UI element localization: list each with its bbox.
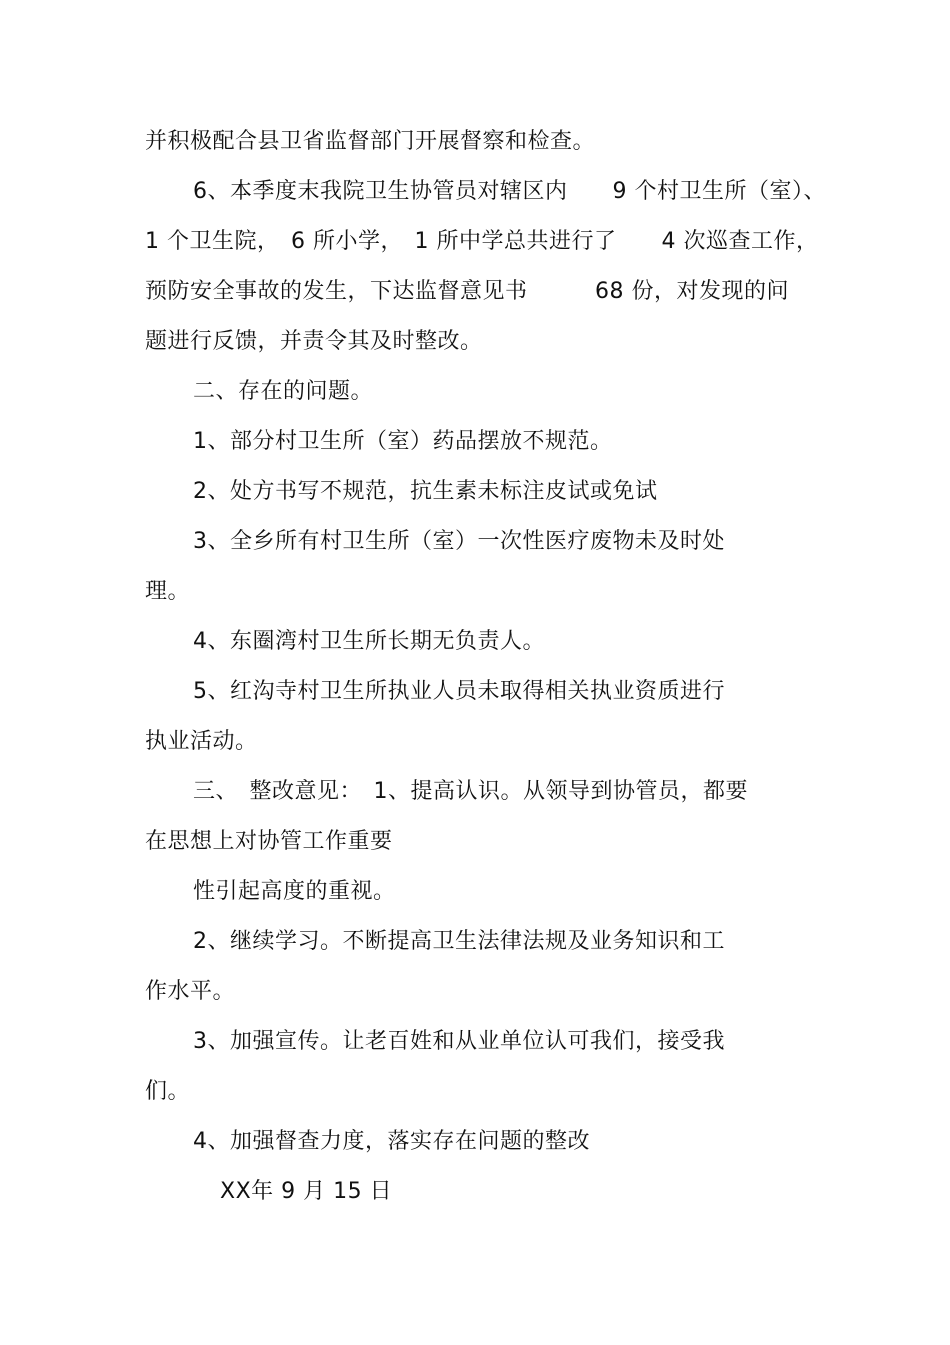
paragraph-line: 在思想上对协管工作重要 xyxy=(145,829,393,854)
paragraph-line: 理。 xyxy=(145,579,191,604)
paragraph-line: 1 个卫生院， 6 所小学， 1 所中学总共进行了 4 次巡查工作， xyxy=(145,229,819,254)
list-item: 4、东圈湾村卫生所长期无负责人。 xyxy=(193,629,545,654)
document-date: XX年 9 月 15 日 xyxy=(220,1179,393,1204)
paragraph-line: 6、本季度末我院卫生协管员对辖区内 9 个村卫生所（室）、 xyxy=(193,179,826,204)
paragraph-line: 预防安全事故的发生，下达监督意见书 68 份，对发现的问 xyxy=(145,279,789,304)
paragraph-line: 性引起高度的重视。 xyxy=(193,879,396,904)
section-heading: 二、存在的问题。 xyxy=(193,379,374,404)
list-item: 2、继续学习。不断提高卫生法律法规及业务知识和工 xyxy=(193,929,725,954)
list-item: 3、加强宣传。让老百姓和从业单位认可我们，接受我 xyxy=(193,1029,725,1054)
paragraph-line: 们。 xyxy=(145,1079,191,1104)
paragraph-line: 并积极配合县卫省监督部门开展督察和检查。 xyxy=(145,129,596,154)
paragraph-line: 题进行反馈，并责令其及时整改。 xyxy=(145,329,483,354)
list-item: 2、处方书写不规范，抗生素未标注皮试或免试 xyxy=(193,479,658,504)
section-heading: 三、 整改意见： 1、提高认识。从领导到协管员，都要 xyxy=(193,779,748,804)
list-item: 4、加强督查力度，落实存在问题的整改 xyxy=(193,1129,590,1154)
paragraph-line: 作水平。 xyxy=(145,979,236,1004)
paragraph-line: 执业活动。 xyxy=(145,729,258,754)
list-item: 3、全乡所有村卫生所（室）一次性医疗废物未及时处 xyxy=(193,529,725,554)
list-item: 1、部分村卫生所（室）药品摆放不规范。 xyxy=(193,429,613,454)
list-item: 5、红沟寺村卫生所执业人员未取得相关执业资质进行 xyxy=(193,679,725,704)
